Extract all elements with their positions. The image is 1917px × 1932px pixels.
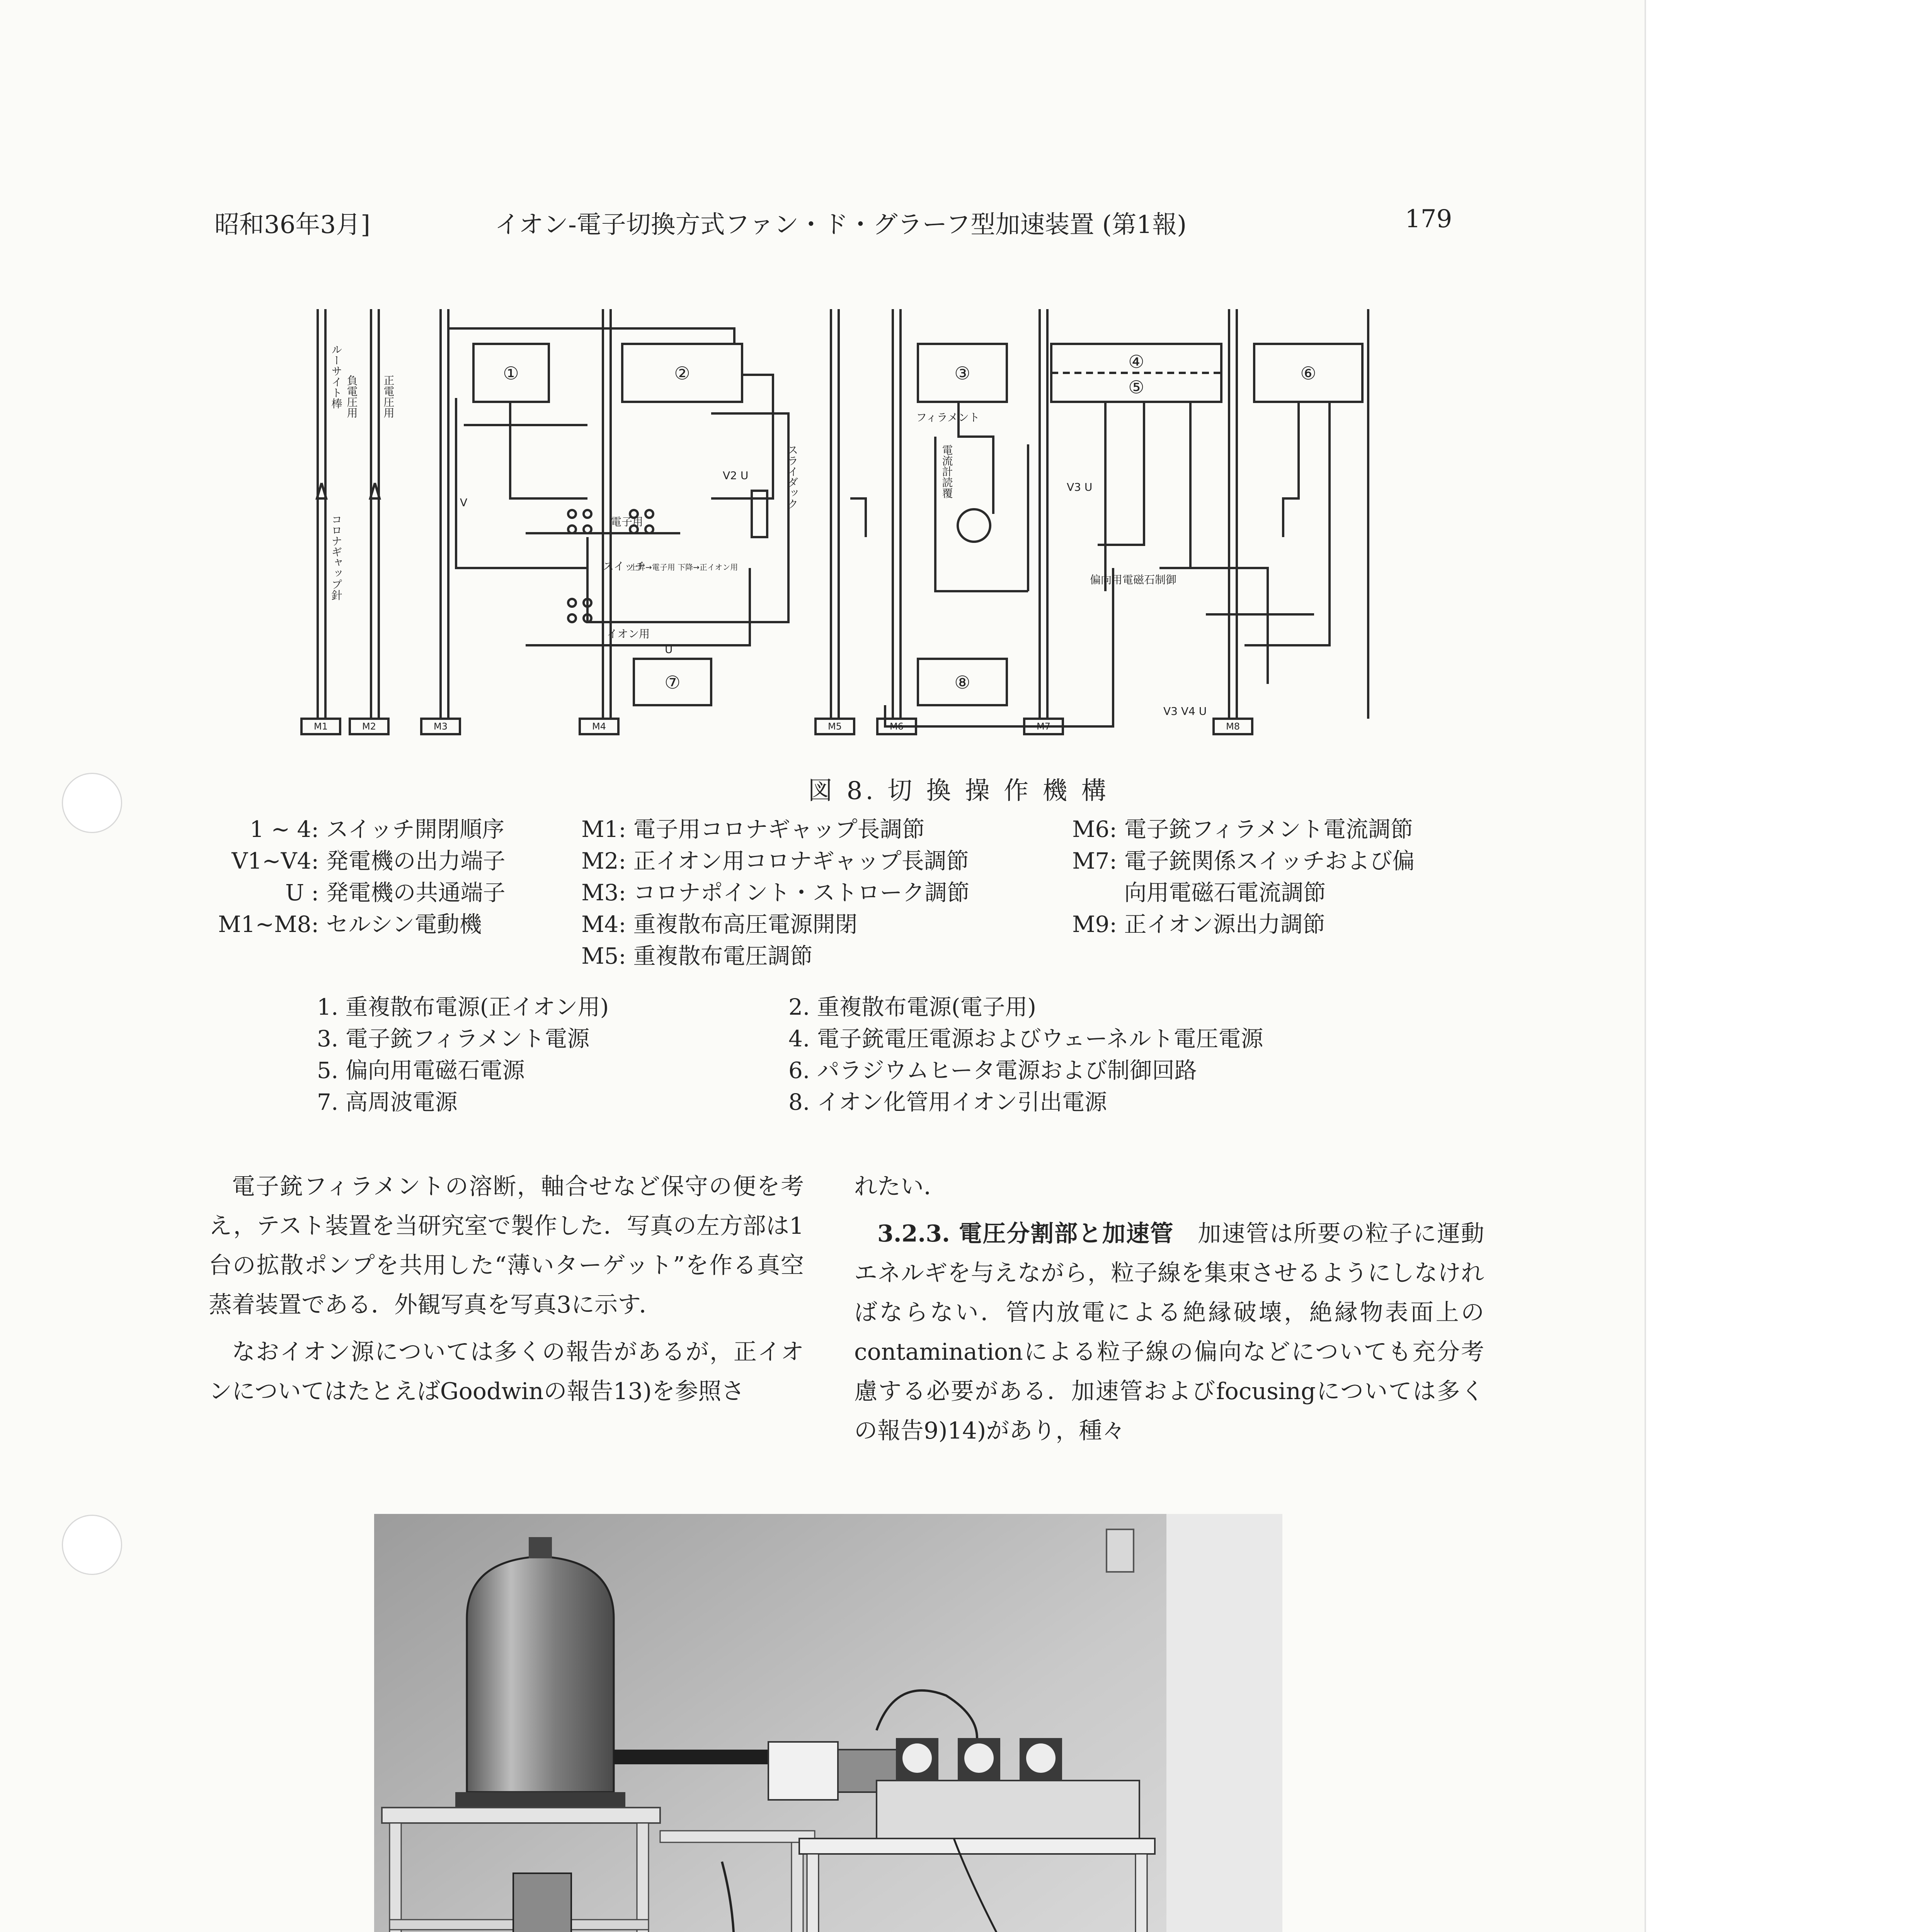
paragraph: なおイオン源については多くの報告があるが，正イオンについてはたとえばGoodwinの報告13)を参照さ — [209, 1338, 804, 1405]
label-v3v4u: V3 V4 U — [1163, 705, 1207, 718]
motor-label: M7 — [1037, 721, 1050, 732]
paragraph: れたい． — [854, 1173, 947, 1200]
list-item: 1. 重複散布電源(正イオン用) — [317, 994, 609, 1020]
punch-hole — [62, 1515, 122, 1575]
label-pos-voltage: 正電圧用 — [382, 375, 395, 418]
label-lucite-rod: ルーサイト棒 — [330, 344, 343, 409]
header-date: 昭和36年3月] — [215, 211, 371, 239]
paragraph: 電子銃フィラメントの溶断，軸合せなど保守の便を考え，テスト装置を当研究室で製作した．写真の左方部は1台の拡散ポンプを共用した“薄いターゲット”を作る真空蒸着装置である．外観写真を写真3に示す． — [209, 1173, 804, 1318]
header-title: イオン-電子切換方式ファン・ド・グラーフ型加速装置 (第1報) — [495, 211, 1187, 239]
box-6: ⑥ — [1300, 363, 1316, 384]
motor-label: M5 — [828, 721, 842, 732]
motor-label: M2 — [362, 721, 376, 732]
list-item: 4. 電子銃電圧電源およびウェーネルト電圧電源 — [788, 1026, 1263, 1052]
list-item: 8. イオン化管用イオン引出電源 — [788, 1089, 1107, 1115]
motor-label: M3 — [434, 721, 448, 732]
list-item: 5. 偏向用電磁石電源 — [317, 1057, 525, 1083]
box-4: ④ — [1128, 351, 1144, 372]
motor-label: M1 — [314, 721, 328, 732]
list-item: 7. 高周波電源 — [317, 1089, 458, 1115]
label-filament: フィラメント — [916, 411, 980, 424]
label-v2u: V2 U — [723, 469, 749, 482]
binding-margin — [1645, 0, 1917, 1932]
list-item: 2. 重複散布電源(電子用) — [788, 994, 1037, 1020]
switching-mechanism-diagram — [294, 298, 1391, 738]
box-2: ② — [674, 363, 690, 384]
power-source-list-right — [788, 991, 1263, 1118]
box-7: ⑦ — [664, 672, 681, 693]
label-ion-use: イオン用 — [607, 628, 650, 640]
body-left-column — [209, 1167, 804, 1411]
legend-col2: M1: 電子用コロナギャップ長調節 M2: 正イオン用コロナギャップ長調節 M3: コロナポイント・ストローク調節 M4: 重複散布高圧電源開閉 M5: 重複散布電圧調節 — [581, 816, 970, 969]
box-8: ⑧ — [954, 672, 970, 693]
paragraph: 加速管は所要の粒子に運動エネルギを与えながら，粒子線を集束させるようにしなければならない．管内放電による絶縁破壊，絶縁物表面上のcontaminationによる粒子線の偏向などについても充分考慮する必要がある．加速管およびfocusingについては多くの報告9)14)があり，種々 — [854, 1220, 1484, 1444]
legend-col3: M6: 電子銃フィラメント電流調節 M7: 電子銃関係スイッチおよび偏 向用電磁石電流調節 M9: 正イオン源出力調節 — [1072, 816, 1415, 937]
label-current-meter: 電流計読覆 — [940, 444, 953, 498]
motor-label: M6 — [890, 721, 904, 732]
label-v: V — [460, 496, 468, 509]
box-3: ③ — [954, 363, 970, 384]
label-v3u: V3 U — [1067, 481, 1093, 493]
label-slidac: スライダック — [786, 444, 799, 509]
figure-8-caption: 図 8. 切 換 操 作 機 構 — [808, 777, 1109, 805]
motor-label: M4 — [592, 721, 606, 732]
label-switch-note: 上昇→電子用 下降→正イオン用 — [630, 563, 738, 572]
motor-label: M8 — [1226, 721, 1240, 732]
photo-3 — [374, 1514, 1282, 1932]
label-switch: スイッチ — [603, 560, 646, 573]
label-electron-use: 電子用 — [611, 515, 644, 528]
legend-col1: 1 ~ 4: スイッチ開閉順序 V1~V4: 発電機の出力端子 U : 発電機の共通端子 M1~M8: セルシン電動機 — [218, 816, 506, 937]
label-neg-voltage: 負電圧用 — [345, 375, 358, 418]
body-right-column — [854, 1167, 1484, 1451]
list-item: 3. 電子銃フィラメント電源 — [317, 1026, 590, 1052]
power-source-list-left — [317, 991, 609, 1118]
label-corona-needle: コロナギャップ針 — [330, 514, 343, 600]
label-deflect-control: 偏向用電磁石制御 — [1090, 573, 1177, 586]
list-item: 6. パラジウムヒータ電源および制御回路 — [788, 1057, 1197, 1083]
page-number: 179 — [1405, 205, 1452, 233]
box-5: ⑤ — [1128, 377, 1144, 398]
section-heading: 3.2.3. 電圧分割部と加速管 — [877, 1220, 1174, 1247]
box-1: ① — [503, 363, 519, 384]
label-u: U — [665, 643, 673, 656]
